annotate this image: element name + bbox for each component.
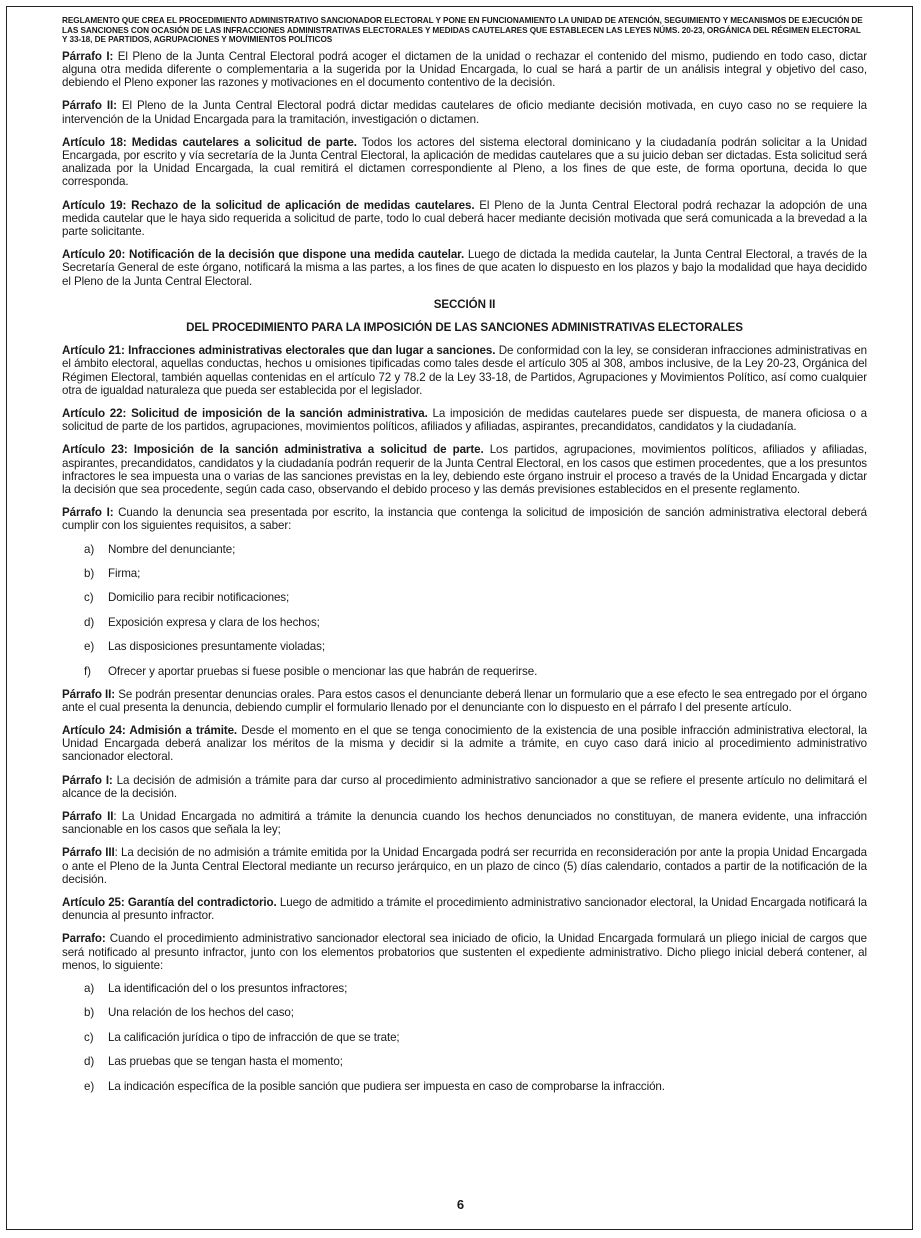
paragraph-label: Artículo 20: Notificación de la decisión que dispone una medida cautelar. xyxy=(62,248,465,262)
list-item-text: Nombre del denunciante; xyxy=(108,542,236,556)
list-item-label: b) xyxy=(84,1006,95,1020)
blocks-group-2 xyxy=(62,344,867,532)
paragraph-label: Artículo 24: Admisión a trámite. xyxy=(62,724,238,738)
paragraph-text: Los partidos, agrupaciones, movimientos políticos, afiliados y afiliadas, aspirantes, precandidatos, candidatos y la ciudadanía podrán requerir de la Junta Central Electoral, en los casos que estimen procedentes, que a los presuntos infractores le sea impuesta una o varias de las sanciones previstas en la ley, debiendo este órgano instruir el proceso a través de la Unidad Encargada y dictar la decisión que sea procedente, según cada caso, observando el debido proceso y las demás previsiones establecidos en el presente reglamento. xyxy=(62,443,867,497)
list-item xyxy=(62,1080,867,1093)
list-item xyxy=(62,543,867,556)
paragraph-label: Artículo 19: Rechazo de la solicitud de aplicación de medidas cautelares. xyxy=(62,198,475,212)
section-subtitle: DEL PROCEDIMIENTO PARA LA IMPOSICIÓN DE LAS SANCIONES ADMINISTRATIVAS ELECTORALES xyxy=(186,321,743,335)
list-item-label: c) xyxy=(84,591,94,605)
paragraph xyxy=(62,99,867,125)
paragraph-label: Párrafo III xyxy=(62,846,115,860)
list-item-text: Una relación de los hechos del caso; xyxy=(108,1006,294,1020)
paragraph-label: Párrafo I: xyxy=(62,773,113,787)
paragraph xyxy=(62,443,867,496)
list-item xyxy=(62,1031,867,1044)
paragraph-label: Artículo 22: Solicitud de imposición de la sanción administrativa. xyxy=(62,407,428,421)
paragraph-text: La imposición de medidas cautelares puede ser dispuesta, de manera oficiosa o a solicitud de parte de los partidos, agrupaciones, movimientos políticos, afiliados y afiliadas, aspirantes, precandidatos, candidatos y la ciudadanía. xyxy=(62,407,868,434)
paragraph-text: El Pleno de la Junta Central Electoral podrá rechazar la adopción de una medida cautelar que le haya sido requerida a solicitud de parte, todo lo cual deberá hacer mediante decisión motivada que será comunicada a la brevedad a la parte solicitante. xyxy=(62,198,867,239)
charges-list xyxy=(62,982,867,1093)
paragraph-text: Cuando el procedimiento administrativo sancionador electoral sea iniciado de oficio, la Unidad Encargada formulará un pliego inicial de cargos que será notificado al presunto infractor, junto con los elementos probatorios que sustenten el expediente administrativo. Dicho pliego inicial deberá contener, al menos, lo siguiente: xyxy=(62,932,867,972)
list-item-text: Las disposiciones presuntamente violadas; xyxy=(108,640,325,654)
list-item xyxy=(62,1055,867,1068)
list-item xyxy=(62,665,867,678)
paragraph-label: Párrafo II: xyxy=(62,687,116,701)
paragraph-text: Luego de admitido a trámite el procedimiento administrativo sancionador electoral, la Unidad Encargada notificará la denuncia al presunto infractor. xyxy=(62,896,867,923)
paragraph-label: Artículo 18: Medidas cautelares a solicitud de parte. xyxy=(62,135,357,149)
paragraph-text: El Pleno de la Junta Central Electoral podrá acoger el dictamen de la unidad o rechazar el contenido del mismo, pudiendo en todo caso, dictar alguna otra medida diferente o complementaria a la sugerida por la Unidad Encargada, lo cual se hará a partir de un análisis integral y objetivo del caso, debiendo el Pleno exponer las razones y motivaciones en el documento contentivo de la decisión. xyxy=(62,49,867,90)
paragraph-text: Todos los actores del sistema electoral dominicano y la ciudadanía podrán solicitar a la Unidad Encargada, por escrito y vía secretaría de la Junta Central Electoral, la aplicación de medidas cautelares que a su juicio deban ser dictadas. Esta solicitud será analizada por la Unidad Encargada, la cual remitirá el dictamen correspondiente al Pleno, a los fines de que este, de forma oportuna, decida lo que corresponda. xyxy=(62,135,867,189)
paragraph-label: Artículo 21: Infracciones administrativas electorales que dan lugar a sanciones. xyxy=(62,344,496,358)
list-item-label: f) xyxy=(84,664,91,678)
paragraph-label: Artículo 23: Imposición de la sanción administrativa a solicitud de parte. xyxy=(62,443,484,457)
paragraph xyxy=(62,136,867,189)
paragraph-label: Parrafo: xyxy=(62,932,106,946)
paragraph-text: La decisión de admisión a trámite para dar curso al procedimiento administrativo sancionador a que se refiere el presente artículo no delimitará el alcance de la decisión. xyxy=(62,773,867,800)
list-item xyxy=(62,640,867,653)
paragraph xyxy=(62,810,867,836)
list-item-text: La identificación del o los presuntos infractores; xyxy=(108,982,348,996)
list-item-label: c) xyxy=(84,1030,94,1044)
document-page xyxy=(6,6,913,1230)
paragraph-label: Párrafo II: xyxy=(62,99,117,113)
list-item-text: Ofrecer y aportar pruebas si fuese posible o mencionar las que habrán de requerirse. xyxy=(108,664,538,678)
paragraph-label: Artículo 25: Garantía del contradictorio. xyxy=(62,896,277,910)
paragraph xyxy=(62,724,867,764)
paragraph xyxy=(62,932,867,972)
paragraph-label: Párrafo I: xyxy=(62,506,114,520)
paragraph-text: De conformidad con la ley, se consideran infracciones administrativas en el ámbito electoral, aquellas conductas, hechos u omisiones tipificadas como tales desde el artículo 305 al 308, ambos inclusive, de la Ley 20-23, Orgánica del Régimen Electoral, también aquellas contenidas en el artículo 72 y 78.2 de la Ley 33-18, de Partidos, Agrupaciones y Movimientos Político, así como cualquier otra de igualdad naturaleza que pueda ser establecida por el legislador. xyxy=(62,344,867,397)
paragraph-text: El Pleno de la Junta Central Electoral podrá dictar medidas cautelares de oficio mediante decisión motivada, en cuyo caso no se requiere la intervención de la Unidad Encargada para la tramitación, investigación o dictamen. xyxy=(62,99,867,126)
list-item-text: Exposición expresa y clara de los hechos; xyxy=(108,615,320,629)
blocks-group-1 xyxy=(62,50,867,288)
list-item-text: Firma; xyxy=(108,567,141,581)
paragraph xyxy=(62,344,867,397)
list-item xyxy=(62,591,867,604)
list-item-label: d) xyxy=(84,1055,95,1069)
paragraph-text: Cuando la denuncia sea presentada por escrito, la instancia que contenga la solicitud de imposición de sanción administrativa electoral deberá cumplir con los siguientes requisitos, a saber: xyxy=(62,506,868,533)
paragraph-text: : La decisión de no admisión a trámite emitida por la Unidad Encargada podrá ser recurrida en reconsideración por ante la propia Unidad Encargada o ante el Pleno de la Junta Central Electoral mediante un recurso jerárquico, en un plazo de cinco (5) días calendario, contados a partir de la notificación de la decisión. xyxy=(62,846,867,886)
paragraph-label: Párrafo I: xyxy=(62,49,114,63)
paragraph xyxy=(62,199,867,239)
blocks-group-3 xyxy=(62,688,867,972)
list-item-text: Domicilio para recibir notificaciones; xyxy=(108,591,290,605)
paragraph-text: : La Unidad Encargada no admitirá a trámite la denuncia cuando los hechos denunciados no constituyan, de manera evidente, una infracción sancionable en los casos que señala la ley; xyxy=(62,810,867,837)
list-item-label: e) xyxy=(84,1079,95,1093)
running-header: REGLAMENTO QUE CREA EL PROCEDIMIENTO ADMINISTRATIVO SANCIONADOR ELECTORAL Y PONE EN FUNCIONAMIENTO LA UNIDAD DE ATENCIÓN, SEGUIMIENTO Y MECANISMOS DE EJECUCIÓN DE LAS SANCIONES CON OCASIÓN DE LAS INFRACCIONES ADMINISTRATIVAS ELECTORALES Y MEDIDAS CAUTELARES QUE ESTABLECEN LAS LEYES NÚMS. 20-23, ORGÁNICA DEL RÉGIMEN ELECTORAL Y 33-18, DE PARTIDOS, AGRUPACIONES Y MOVIMIENTOS POLÍTICOS xyxy=(62,16,863,45)
list-item-label: d) xyxy=(84,615,95,629)
paragraph xyxy=(62,896,867,922)
paragraph xyxy=(62,407,867,433)
paragraph-text: Luego de dictada la medida cautelar, la Junta Central Electoral, a través de la Secretaría General de este órgano, notificará la misma a las partes, a los fines de que acaten lo dispuesto en los plazos y bajo la modalidad que haya decidido el Pleno de la Junta Central Electoral. xyxy=(62,248,867,288)
paragraph-label: Párrafo II xyxy=(62,810,114,824)
list-item xyxy=(62,1006,867,1019)
section-title: SECCIÓN II xyxy=(433,297,496,311)
list-item-label: a) xyxy=(84,542,95,556)
paragraph-text: Desde el momento en el que se tenga conocimiento de la existencia de una posible infracción administrativa electoral, la Unidad Encargada deberá analizar los méritos de la misma y decidir si la admite a trámite, en cuyo caso dará inicio al procedimiento administrativo sancionador electoral. xyxy=(62,724,867,764)
list-item xyxy=(62,616,867,629)
list-item-text: Las pruebas que se tengan hasta el momento; xyxy=(108,1055,343,1069)
list-item-text: La indicación específica de la posible sanción que pudiera ser impuesta en caso de comprobarse la infracción. xyxy=(108,1079,665,1093)
paragraph xyxy=(62,774,867,800)
list-item-label: e) xyxy=(84,640,95,654)
list-item-label: b) xyxy=(84,567,95,581)
paragraph xyxy=(62,846,867,886)
list-item xyxy=(62,567,867,580)
list-item-label: a) xyxy=(84,982,95,996)
paragraph xyxy=(62,688,867,714)
page-content xyxy=(62,16,867,1103)
list-item-text: La calificación jurídica o tipo de infracción de que se trate; xyxy=(108,1030,400,1044)
paragraph xyxy=(62,248,867,288)
requirements-list xyxy=(62,543,867,678)
paragraph xyxy=(62,50,867,90)
paragraph xyxy=(62,506,867,532)
list-item xyxy=(62,982,867,995)
paragraph-text: Se podrán presentar denuncias orales. Para estos casos el denunciante deberá llenar un formulario que a ese efecto le sea entregado por el órgano ante el cual presenta la denuncia, debiendo cumplir el formulario llenado por el denunciante con lo dispuesto en el párrafo I del presente artículo. xyxy=(62,687,867,714)
page-number: 6 xyxy=(456,1197,465,1212)
